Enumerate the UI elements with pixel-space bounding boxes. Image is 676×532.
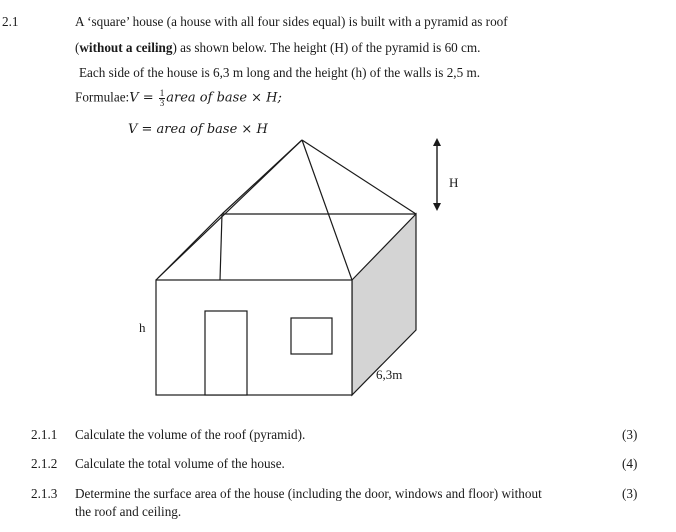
roof-edge-front-right bbox=[302, 140, 352, 280]
subquestion-number: 2.1.1 bbox=[31, 427, 58, 442]
subquestion-text: Calculate the volume of the roof (pyramid). bbox=[75, 427, 306, 442]
subquestion-number: 2.1.2 bbox=[31, 456, 58, 471]
fraction-denominator: 3 bbox=[159, 98, 165, 108]
formula-2: V = area of base × H bbox=[128, 122, 268, 137]
subquestion-marks: (3) bbox=[622, 486, 638, 501]
height-arrow-head-down bbox=[433, 203, 441, 211]
fraction-numerator: 1 bbox=[159, 88, 165, 98]
roof-hidden-wall-edge bbox=[220, 214, 222, 280]
question-line-2-rest: ) as shown below. The height (H) of the pyramid is 60 cm. bbox=[172, 40, 481, 55]
roof-edge-back-left bbox=[222, 140, 302, 214]
label-side-length: 6,3m bbox=[376, 367, 403, 382]
question-line-3: Each side of the house is 6,3 m long and the height (h) of the walls is 2,5 m. bbox=[79, 65, 481, 80]
subquestion-text: Calculate the total volume of the house. bbox=[75, 456, 285, 471]
formula-label: Formulae: bbox=[75, 89, 130, 105]
house-door bbox=[205, 311, 247, 395]
roof-edge-back-right bbox=[302, 140, 416, 214]
formula-1-rhs: area of base × H; bbox=[166, 90, 282, 106]
question-line-2-open: ( bbox=[75, 40, 80, 55]
house-window bbox=[291, 318, 332, 354]
label-height-pyramid: H bbox=[449, 175, 459, 190]
subquestion-marks: (3) bbox=[622, 427, 638, 442]
subquestion-marks: (4) bbox=[622, 456, 638, 471]
question-line-1: A ‘square’ house (a house with all four sides equal) is built with a pyramid as roof bbox=[75, 14, 508, 29]
formula-1-lhs: V = bbox=[129, 90, 158, 106]
question-line-2-bold: without a ceiling bbox=[79, 40, 173, 55]
label-height-walls: h bbox=[139, 320, 146, 335]
question-number: 2.1 bbox=[2, 14, 19, 29]
height-arrow-head-up bbox=[433, 138, 441, 146]
subquestion-text: Determine the surface area of the house (including the door, windows and floor) without bbox=[75, 486, 542, 501]
subquestion-text-line-2: the roof and ceiling. bbox=[75, 504, 182, 519]
subquestion-number: 2.1.3 bbox=[31, 486, 58, 501]
